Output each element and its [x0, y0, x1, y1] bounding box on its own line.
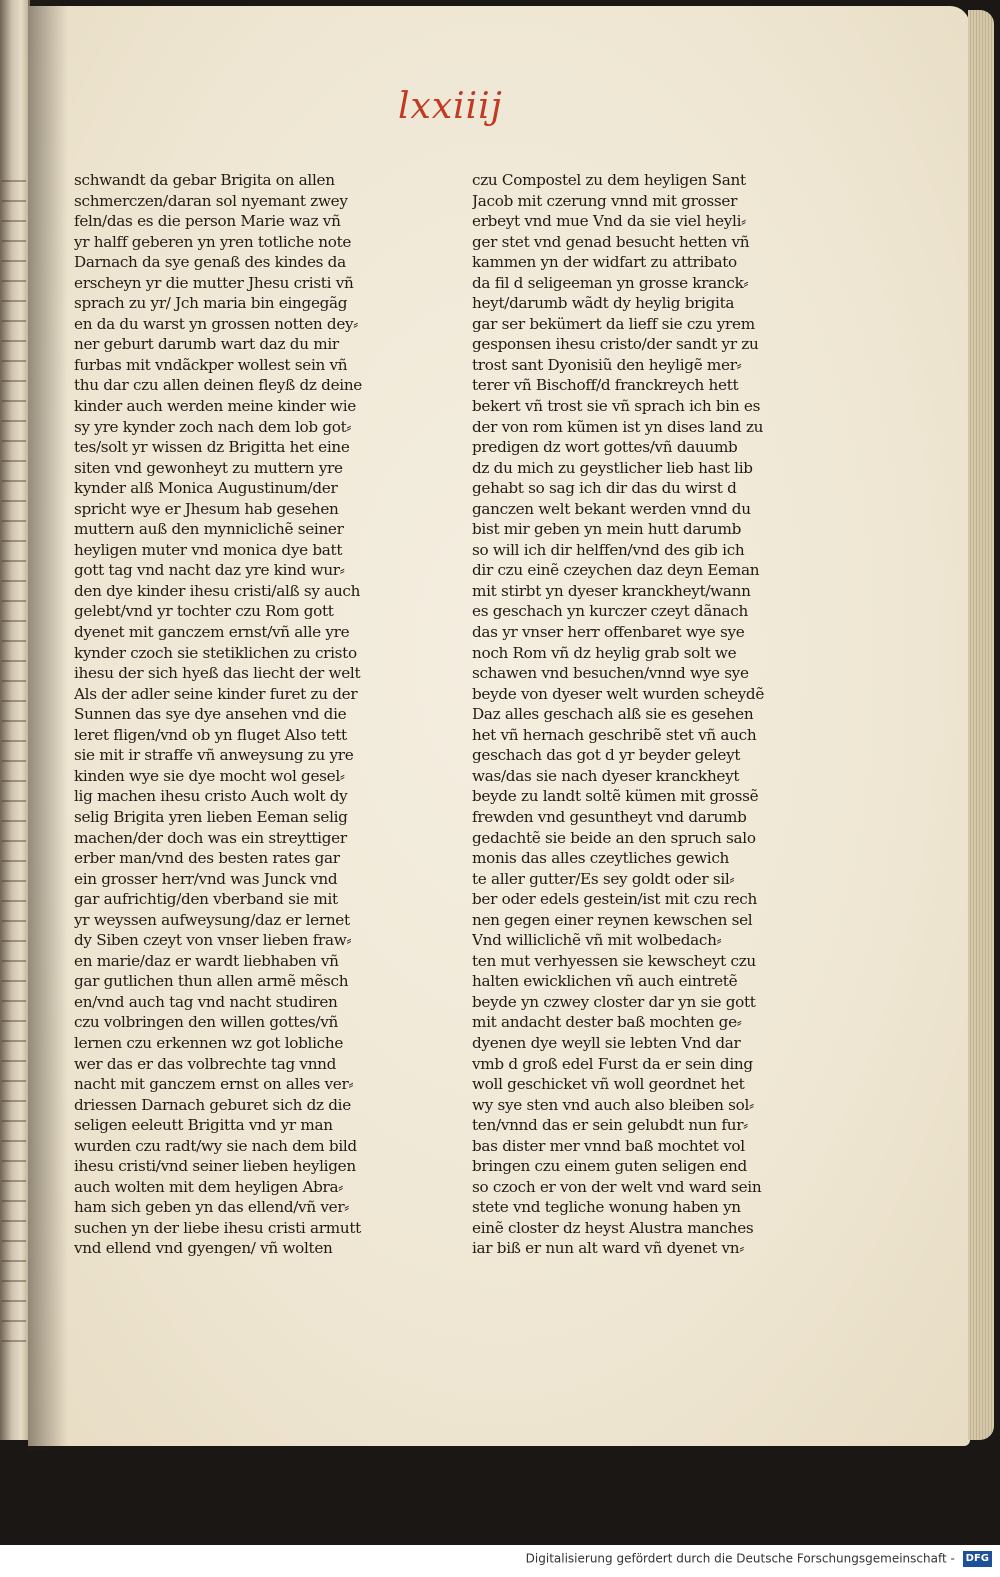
text-line: es geschach yn kurczer czeyt dãnach: [472, 602, 748, 621]
text-line: ein grosser herr/vnd was Junck vnd: [74, 869, 338, 888]
text-line: leret fligen/vnd ob yn fluget Also tett: [74, 725, 347, 744]
text-line: der von rom kũmen ist yn dises land zu: [472, 417, 764, 436]
text-line: wer das er das volbrechte tag vnnd: [74, 1054, 337, 1073]
text-line: ger stet vnd genad besucht hetten vñ: [472, 232, 750, 251]
text-line: kinden wye sie dye mocht wol gesel⸗: [74, 766, 345, 785]
text-line: gar ser bekümert da lieff sie czu yrem: [472, 314, 755, 333]
text-line: dyenet mit ganczem ernst/vñ alle yre: [74, 623, 350, 642]
text-line: das yr vnser herr offenbaret wye sye: [472, 623, 745, 642]
text-line: te aller gutter/Es sey goldt oder sil⸗: [472, 869, 735, 888]
text-line: suchen yn der liebe ihesu cristi armutt: [74, 1218, 361, 1237]
dfg-logo: DFG: [963, 1551, 992, 1567]
text-line: yr halff geberen yn yren totliche note: [74, 232, 352, 251]
text-line: czu Compostel zu dem heyligen Sant: [472, 171, 746, 189]
text-line: kammen yn der widfart zu attribato: [472, 253, 737, 272]
text-line: heyligen muter vnd monica dye batt: [74, 540, 343, 559]
text-line: dy Siben czeyt von vnser lieben fraw⸗: [74, 931, 352, 950]
text-line: ham sich geben yn das ellend/vñ ver⸗: [74, 1198, 350, 1217]
text-line: beyde zu landt soltẽ kümen mit grossẽ: [472, 787, 759, 806]
text-line: erber man/vnd des besten rates gar: [74, 849, 340, 868]
text-line: siten vnd gewonheyt zu muttern yre: [74, 458, 343, 477]
text-line: schawen vnd besuchen/vnnd wye sye: [472, 664, 749, 683]
right-text-column: [472, 170, 808, 1259]
text-line: het vñ hernach geschribẽ stet vñ auch: [472, 725, 757, 744]
funding-notice: [526, 1551, 992, 1567]
text-line: dz du mich zu geystlicher lieb hast lib: [472, 458, 753, 477]
text-line: da fil d seligeeman yn grosse kranck⸗: [472, 273, 749, 292]
left-page-edge: [0, 0, 30, 1440]
text-line: en marie/daz er wardt liebhaben vñ: [74, 951, 339, 970]
text-line: ten mut verhyessen sie kewscheyt czu: [472, 951, 756, 970]
text-line: dir czu einẽ czeychen daz deyn Eeman: [472, 561, 760, 580]
left-text-column: [74, 170, 410, 1259]
text-line: kynder czoch sie stetiklichen zu cristo: [74, 643, 357, 662]
text-line: vmb d groß edel Furst da er sein ding: [472, 1054, 753, 1073]
text-line: was/das sie nach dyeser kranckheyt: [472, 766, 740, 785]
text-line: so czoch er von der welt vnd ward sein: [472, 1177, 762, 1196]
page-fore-edge: [968, 10, 994, 1440]
text-line: sy yre kynder zoch nach dem lob got⸗: [74, 417, 352, 436]
text-line: sie mit ir straffe vñ anweysung zu yre: [74, 746, 354, 765]
text-line: lig machen ihesu cristo Auch wolt dy: [74, 787, 348, 806]
text-line: beyde von dyeser welt wurden scheydẽ: [472, 684, 765, 703]
text-line: gesponsen ihesu cristo/der sandt yr zu: [472, 335, 759, 354]
text-line: nacht mit ganczem ernst on alles ver⸗: [74, 1075, 354, 1094]
page: [28, 6, 970, 1446]
folio-number: lxxiiij: [398, 86, 503, 127]
text-line: wurden czu radt/wy sie nach dem bild: [74, 1136, 357, 1155]
text-line: gar aufrichtig/den vberband sie mit: [74, 890, 338, 909]
text-line: trost sant Dyonisiũ den heyligẽ mer⸗: [472, 355, 742, 374]
text-line: Daz alles geschach alß sie es gesehen: [472, 705, 754, 724]
text-line: terer vñ Bischoff/d franckreych hett: [472, 376, 739, 395]
text-line: einẽ closter dz heyst Alustra manches: [472, 1218, 754, 1237]
text-line: monis das alles czeytliches gewich: [472, 849, 730, 868]
text-line: nen gegen einer reynen kewschen sel: [472, 910, 753, 929]
text-line: auch wolten mit dem heyligen Abra⸗: [74, 1177, 344, 1196]
text-line: schwandt da gebar Brigita on allen: [74, 171, 335, 189]
text-line: schmerczen/daran sol nyemant zwey: [74, 191, 348, 210]
text-line: machen/der doch was ein streyttiger: [74, 828, 347, 847]
text-line: driessen Darnach geburet sich dz die: [74, 1095, 351, 1114]
text-line: den dye kinder ihesu cristi/alß sy auch: [74, 581, 361, 600]
text-line: iar biß er nun alt ward vñ dyenet vn⸗: [472, 1239, 745, 1258]
text-line: dyenen dye weyll sie lebten Vnd dar: [472, 1033, 741, 1052]
text-line: Jacob mit czerung vnnd mit grosser: [472, 191, 738, 210]
text-line: geschach das got d yr beyder geleyt: [472, 746, 741, 765]
text-line: czu volbringen den willen gottes/vñ: [74, 1013, 338, 1032]
text-line: gar gutlichen thun allen armẽ mẽsch: [74, 972, 349, 991]
text-line: woll geschicket vñ woll geordnet het: [472, 1075, 745, 1094]
text-line: muttern auß den mynniclichẽ seiner: [74, 520, 344, 539]
text-line: Sunnen das sye dye ansehen vnd die: [74, 705, 347, 724]
footer-bar: [0, 1545, 1000, 1577]
text-line: ner geburt darumb wart daz du mir: [74, 335, 339, 354]
text-line: stete vnd tegliche wonung haben yn: [472, 1198, 741, 1217]
text-line: ganczen welt bekant werden vnnd du: [472, 499, 751, 518]
text-line: en/vnd auch tag vnd nacht studiren: [74, 992, 338, 1011]
text-line: wy sye sten vnd auch also bleiben sol⸗: [472, 1095, 754, 1114]
text-line: lernen czu erkennen wz got lobliche: [74, 1033, 344, 1052]
text-line: seligen eeleutt Brigitta vnd yr man: [74, 1116, 333, 1135]
text-line: so will ich dir helffen/vnd des gib ich: [472, 540, 745, 559]
left-page-text-edge: [2, 180, 26, 1360]
text-line: bist mir geben yn mein hutt darumb: [472, 520, 742, 539]
text-line: Als der adler seine kinder furet zu der: [74, 684, 358, 703]
text-line: sprach zu yr/ Jch maria bin eingegãg: [74, 294, 348, 313]
text-line: Darnach da sye genaß des kindes da: [74, 253, 346, 272]
text-line: ihesu cristi/vnd seiner lieben heyligen: [74, 1157, 356, 1176]
text-line: kynder alß Monica Augustinum/der: [74, 479, 338, 498]
text-line: bekert vñ trost sie vñ sprach ich bin es: [472, 397, 761, 416]
text-line: kinder auch werden meine kinder wie: [74, 397, 356, 416]
text-line: ten/vnnd das er sein gelubdt nun fur⸗: [472, 1116, 748, 1135]
text-line: Vnd williclichẽ vñ mit wolbedach⸗: [472, 931, 722, 950]
text-line: ber oder edels gestein/ist mit czu rech: [472, 890, 757, 909]
text-line: mit andacht dester baß mochten ge⸗: [472, 1013, 742, 1032]
text-line: erbeyt vnd mue Vnd da sie viel heyli⸗: [472, 212, 746, 231]
text-line: bas dister mer vnnd baß mochtet vol: [472, 1136, 745, 1155]
text-line: tes/solt yr wissen dz Brigitta het eine: [74, 438, 350, 457]
text-line: gehabt so sag ich dir das du wirst d: [472, 479, 737, 498]
funding-text: Digitalisierung gefördert durch die Deutsche Forschungsgemeinschaft -: [525, 1551, 955, 1566]
text-line: ihesu der sich hyeß das liecht der welt: [74, 664, 361, 683]
text-line: bringen czu einem guten seligen end: [472, 1157, 747, 1176]
text-line: predigen dz wort gottes/vñ dauumb: [472, 438, 738, 457]
text-line: gedachtẽ sie beide an den spruch salo: [472, 828, 756, 847]
gutter-shadow: [28, 0, 68, 1450]
text-line: noch Rom vñ dz heylig grab solt we: [472, 643, 737, 662]
text-line: erscheyn yr die mutter Jhesu cristi vñ: [74, 273, 354, 292]
text-line: mit stirbt yn dyeser kranckheyt/wann: [472, 581, 751, 600]
text-line: vnd ellend vnd gyengen/ vñ wolten: [74, 1239, 333, 1258]
text-line: halten ewicklichen vñ auch eintretẽ: [472, 972, 738, 991]
text-line: gott tag vnd nacht daz yre kind wur⸗: [74, 561, 345, 580]
text-line: furbas mit vndãckper wollest sein vñ: [74, 355, 348, 374]
text-line: heyt/darumb wãdt dy heylig brigita: [472, 294, 735, 313]
text-line: en da du warst yn grossen notten dey⸗: [74, 314, 359, 333]
text-line: feln/das es die person Marie waz vñ: [74, 212, 341, 231]
text-line: beyde yn czwey closter dar yn sie gott: [472, 992, 756, 1011]
text-line: thu dar czu allen deinen fleyß dz deine: [74, 376, 362, 395]
text-line: frewden vnd gesuntheyt vnd darumb: [472, 807, 747, 826]
text-line: gelebt/vnd yr tochter czu Rom gott: [74, 602, 334, 621]
text-line: yr weyssen aufweysung/daz er lernet: [74, 910, 350, 929]
text-line: spricht wye er Jhesum hab gesehen: [74, 499, 339, 518]
text-line: selig Brigita yren lieben Eeman selig: [74, 807, 348, 826]
